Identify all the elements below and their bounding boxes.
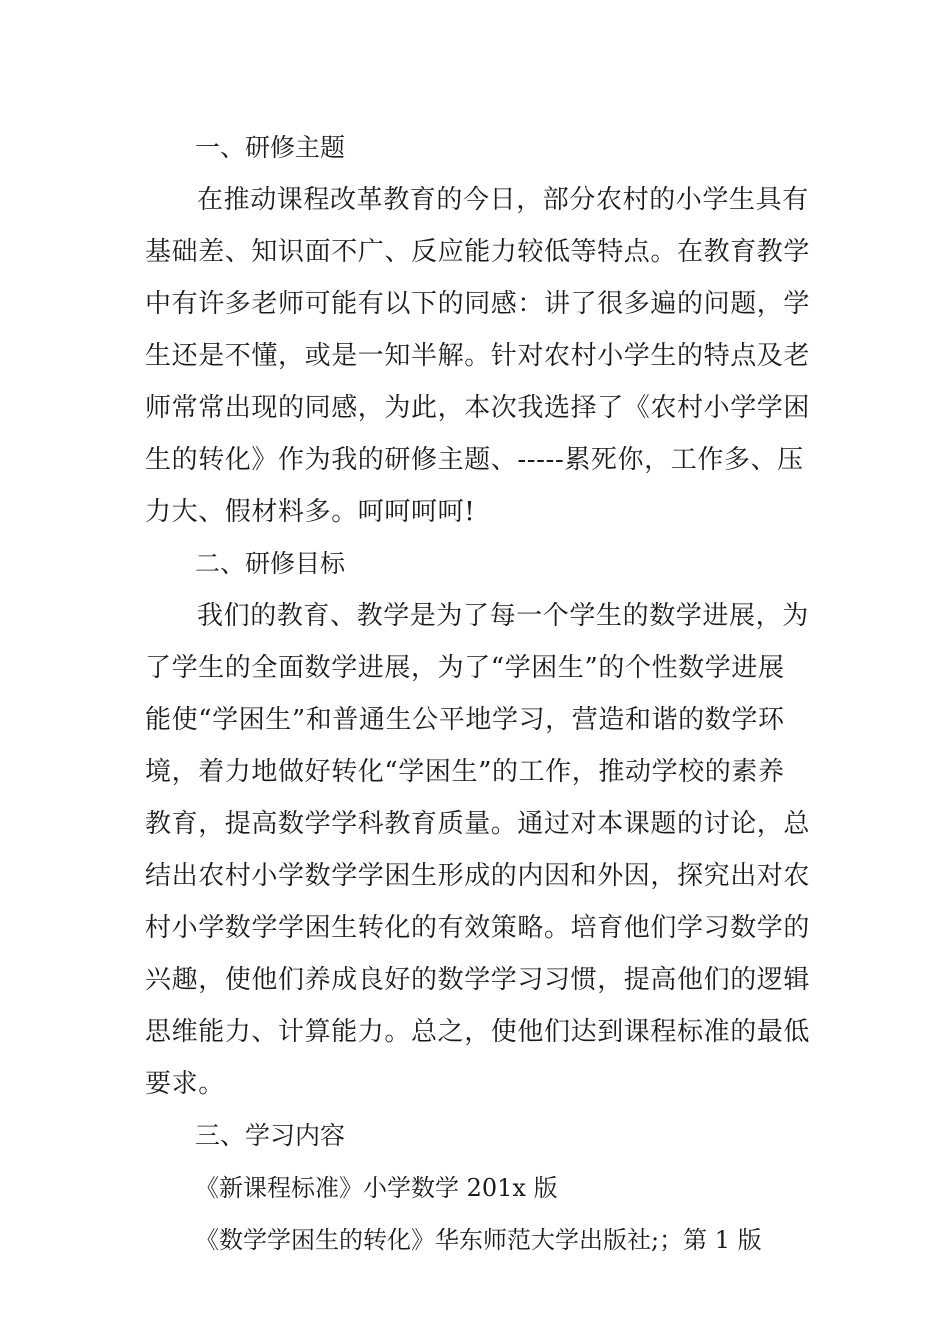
paragraph-line: 基础差、知识面不广、反应能力较低等特点。在教育教学 bbox=[145, 237, 811, 267]
paragraph-line: 生还是不懂，或是一知半解。针对农村小学生的特点及老 bbox=[145, 341, 811, 371]
paragraph-line: 我们的教育、教学是为了每一个学生的数学进展，为 bbox=[197, 601, 809, 631]
section-heading-3: 三、学习内容 bbox=[195, 1121, 346, 1150]
paragraph-line: 在推动课程改革教育的今日，部分农村的小学生具有 bbox=[197, 185, 809, 215]
paragraph-line: 力大、假材料多。呵呵呵呵! bbox=[145, 497, 476, 527]
section-heading-1: 一、研修主题 bbox=[195, 133, 346, 162]
paragraph-line: 中有许多老师可能有以下的同感：讲了很多遍的问题，学 bbox=[145, 289, 811, 319]
paragraph-line: 能使“学困生”和普通生公平地学习，营造和谐的数学环 bbox=[145, 705, 785, 735]
reference-item: 《数学学困生的转化》华东师范大学出版社;；第 1 版 bbox=[195, 1226, 762, 1254]
section-heading-2: 二、研修目标 bbox=[195, 549, 346, 578]
paragraph-line: 了学生的全面数学进展，为了“学困生”的个性数学进展 bbox=[145, 653, 785, 683]
paragraph-line: 思维能力、计算能力。总之，使他们达到课程标准的最低 bbox=[145, 1017, 811, 1047]
paragraph-line: 结出农村小学数学学困生形成的内因和外因，探究出对农 bbox=[145, 861, 811, 891]
reference-item: 《新课程标准》小学数学 201x 版 bbox=[195, 1174, 558, 1202]
paragraph-line: 要求。 bbox=[145, 1069, 225, 1099]
paragraph-line: 师常常出现的同感，为此，本次我选择了《农村小学学困 bbox=[145, 393, 811, 423]
document-page bbox=[145, 122, 811, 1266]
paragraph-line: 教育，提高数学学科教育质量。通过对本课题的讨论，总 bbox=[145, 809, 811, 839]
paragraph-line: 境，着力地做好转化“学困生”的工作，推动学校的素养 bbox=[145, 757, 785, 787]
section-1-paragraph bbox=[145, 174, 811, 538]
paragraph-line: 村小学数学学困生转化的有效策略。培育他们学习数学的 bbox=[145, 913, 811, 943]
paragraph-line: 兴趣，使他们养成良好的数学学习习惯，提高他们的逻辑 bbox=[145, 965, 811, 995]
paragraph-line: 生的转化》作为我的研修主题、-----累死你，工作多、压 bbox=[145, 445, 804, 475]
section-2-paragraph bbox=[145, 590, 811, 1110]
